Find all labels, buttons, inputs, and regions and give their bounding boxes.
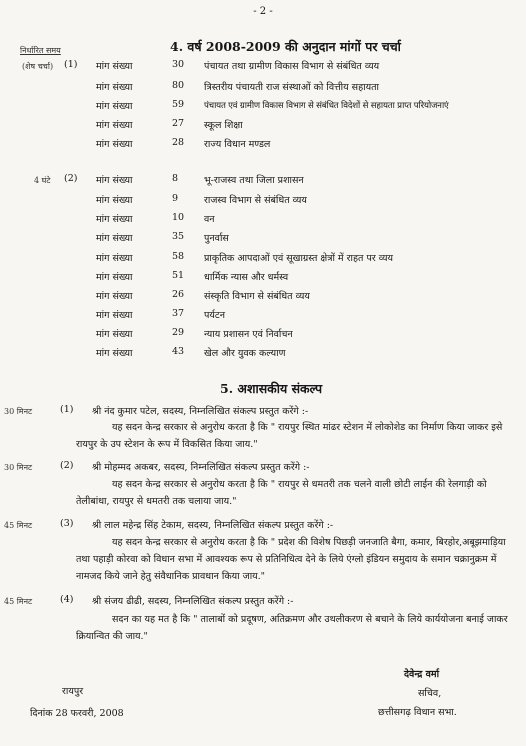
group-number: (1) xyxy=(64,59,78,70)
demand-label: मांग संख्या xyxy=(96,61,133,72)
demand-description: राज्य विधान मण्डल xyxy=(204,139,271,150)
resolution-number: (2) xyxy=(60,460,74,471)
resolution-time: 30 मिनट xyxy=(4,407,33,416)
resolution-member: श्री संजय ढीढी, सदस्य, निम्नलिखित संकल्प प्रस्तुत करेंगे :- xyxy=(92,596,294,607)
demand-description: पंचायत तथा ग्रामीण विकास विभाग से संबंधित व्यय xyxy=(204,61,380,72)
page-number: - 2 - xyxy=(253,6,273,17)
demand-label: मांग संख्या xyxy=(96,82,133,93)
demand-label: मांग संख्या xyxy=(96,120,133,131)
demand-description: पर्यटन xyxy=(204,310,225,321)
signatory-name: देवेन्द्र वर्मा xyxy=(404,669,440,680)
resolution-text: यह सदन केन्द्र सरकार से अनुरोध करता है कि " रायपुर स्थित मांढर स्टेशन में लोकोशेड का निर्माण किया जाकर इसे रायपुर के उप स्टेशन के रूप में विकसित किया जाय." xyxy=(76,422,503,450)
demand-label: मांग संख्या xyxy=(96,195,133,206)
demand-label: मांग संख्या xyxy=(96,310,133,321)
demand-description: न्याय प्रशासन एवं निर्वाचन xyxy=(204,329,293,340)
resolution-time: 45 मिनट xyxy=(4,597,33,606)
demand-description: खेल और युवक कल्याण xyxy=(204,348,286,359)
demand-number: 59 xyxy=(172,99,185,110)
resolution-text: यह सदन केन्द्र सरकार से अनुरोध करता है कि " प्रदेश की विशेष पिछड़ी जनजाति बैगा, कमार, बिरहोर,अबूझमाड़िया तथा पहाड़ी कोरवा को विधान सभा में आवश्यक रूप से प्रतिनिधित्व देने के लिये एंग्लो इंडियन समुदाय के समान चक्रानुक्रम में नामजद किये जाने हेतु संवैधानिक प्रावधान किया जाय." xyxy=(76,537,506,582)
demand-label: मांग संख्या xyxy=(96,329,133,340)
demand-description: भू-राजस्व तथा जिला प्रशासन xyxy=(204,175,304,186)
demand-label: मांग संख्या xyxy=(96,291,133,302)
demand-number: 26 xyxy=(172,289,185,300)
demand-number: 28 xyxy=(172,137,185,148)
signatory-organization: छत्तीसगढ़ विधान सभा. xyxy=(378,707,457,718)
demand-label: मांग संख्या xyxy=(96,233,133,244)
demand-number: 9 xyxy=(172,193,179,204)
demand-number: 58 xyxy=(172,251,185,262)
section-4-title: 4. वर्ष 2008-2009 की अनुदान मांगों पर चर्चा xyxy=(170,39,401,54)
demand-description: धार्मिक न्यास और धर्मस्व xyxy=(204,272,289,283)
signatory-title: सचिव, xyxy=(418,688,442,699)
demand-number: 37 xyxy=(172,308,185,319)
demand-number: 35 xyxy=(172,231,185,242)
demand-description: त्रिस्तरीय पंचायती राज संस्थाओं को वित्तीय सहायता xyxy=(204,82,379,93)
demand-number: 27 xyxy=(172,118,185,129)
demand-label: मांग संख्या xyxy=(96,139,133,150)
section-5-title: 5. अशासकीय संकल्प xyxy=(220,381,323,396)
demand-description: पुनर्वास xyxy=(204,233,229,244)
resolution-member: श्री लाल महेन्द्र सिंह टेकाम, सदस्य, निम्नलिखित संकल्प प्रस्तुत करेंगे :- xyxy=(92,520,334,531)
resolution-text: यह सदन केन्द्र सरकार से अनुरोध करता है कि " रायपुर से धमतरी तक चलने वाली छोटी लाईन की रेलगाड़ी को तेलीबांधा, रायपुर से धमतरी तक चलाया जाय." xyxy=(76,479,487,507)
footer-place: रायपुर xyxy=(62,686,84,697)
demand-description: पंचायत एवं ग्रामीण विकास विभाग से संबंधित विदेशों से सहायता प्राप्त परियोजनाएं xyxy=(204,101,449,111)
demand-label: मांग संख्या xyxy=(96,272,133,283)
demand-number: 80 xyxy=(172,80,185,91)
demand-label: मांग संख्या xyxy=(96,101,133,112)
remaining-discussion-label: (शेष चर्चा) xyxy=(22,62,54,71)
demand-description: प्राकृतिक आपदाओं एवं सूखाग्रस्त क्षेत्रों में राहत पर व्यय xyxy=(204,253,394,264)
resolution-number: (1) xyxy=(60,404,74,415)
demand-number: 10 xyxy=(172,212,185,223)
demand-label: मांग संख्या xyxy=(96,175,133,186)
demand-label: मांग संख्या xyxy=(96,253,133,264)
resolution-number: (4) xyxy=(60,594,74,605)
resolution-member: श्री मोहम्मद अकबर, सदस्य, निम्नलिखित संकल्प प्रस्तुत करेंगे :- xyxy=(92,462,310,473)
resolution-time: 30 मिनट xyxy=(4,463,33,472)
demand-description: स्कूल शिक्षा xyxy=(204,120,243,131)
demand-label: मांग संख्या xyxy=(96,348,133,359)
resolution-member: श्री नंद कुमार पटेल, सदस्य, निम्नलिखित संकल्प प्रस्तुत करेंगे :- xyxy=(92,406,309,417)
resolution-text: सदन का यह मत है कि " तालाबों को प्रदूषण, अतिक्रमण और उथलीकरण से बचाने के लिये कार्ययोजना बनाई जाकर क्रियान्वित की जाय." xyxy=(76,614,508,642)
demand-number: 8 xyxy=(172,173,179,184)
demand-number: 51 xyxy=(172,270,185,281)
demand-number: 30 xyxy=(172,59,185,70)
demand-number: 29 xyxy=(172,327,185,338)
group-number: (2) xyxy=(64,173,78,184)
resolution-time: 45 मिनट xyxy=(4,521,33,530)
demand-description: वन xyxy=(204,214,215,225)
demand-label: मांग संख्या xyxy=(96,214,133,225)
allotted-time-label: निर्धारित समय xyxy=(20,46,61,55)
demand-number: 43 xyxy=(172,346,185,357)
resolution-number: (3) xyxy=(60,518,74,529)
demand-description: राजस्व विभाग से संबंधित व्यय xyxy=(204,195,307,206)
demand-description: संस्कृति विभाग से संबंधित व्यय xyxy=(204,291,310,302)
footer-date: दिनांक 28 फरवरी, 2008 xyxy=(30,708,124,719)
allotted-time-value: 4 घंटे xyxy=(34,176,51,185)
